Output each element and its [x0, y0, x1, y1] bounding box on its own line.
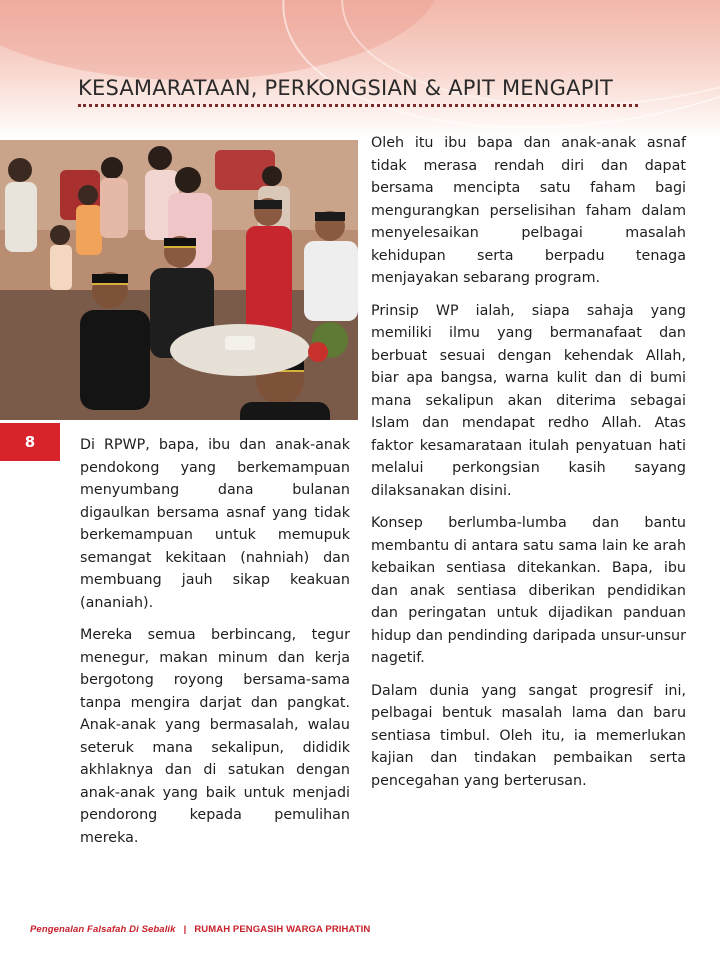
right-column: [371, 132, 686, 802]
page-title: KESAMARATAAN, PERKONGSIAN & APIT MENGAPIT: [78, 76, 613, 100]
page-number: 8: [0, 423, 60, 461]
footer: [30, 924, 370, 935]
group-photo-icon: [0, 140, 358, 420]
paragraph: Oleh itu ibu bapa dan anak-anak asnaf tidak merasa rendah diri dan dapat bersama mencipta satu faham bagi mengurangkan perselisihan faham dalam menyelesaikan pelbagai masalah kehidupan serta berpadu tenaga menjayakan sebarang program.: [371, 135, 686, 286]
paragraph: Konsep berlumba-lumba dan bantu membantu di antara satu sama lain ke arah kebaikan sentiasa ditekankan. Bapa, ibu dan anak sentiasa diberikan pendidikan dan peringatan untuk dijadikan panduan hidup dan pendinding daripada unsur-unsur nagetif.: [371, 515, 686, 666]
paragraph: Prinsip WP ialah, siapa sahaja yang memiliki ilmu yang bermanafaat dan berbuat sesuai dengan kehendak Allah, biar apa bangsa, warna kulit dan di bumi mana sekalipun akan diterima sebagai Islam dan mendapat redho Allah. Atas faktor kesamarataan itulah penyatuan hati melalui perkongsian kasih sayang dilaksanakan disini.: [371, 302, 686, 499]
group-photo: [0, 140, 358, 420]
paragraph: Di RPWP, bapa, ibu dan anak-anak pendokong yang berkemampuan menyumbang dana bulanan digaulkan bersama asnaf yang tidak berkemampuan untuk memupuk semangat kekitaan (nahniah) dan membuang jauh sikap keakuan (ananiah).: [80, 437, 350, 611]
paragraph: Dalam dunia yang sangat progresif ini, pelbagai bentuk masalah lama dan baru sentiasa timbul. Oleh itu, ia memerlukan kajian dan tindakan pembaikan serta pencegahan yang berterusan.: [371, 682, 686, 789]
left-column: [80, 434, 350, 859]
footer-right-text: RUMAH PENGASIH WARGA PRIHATIN: [194, 924, 371, 935]
header-band: [0, 0, 720, 140]
footer-separator: |: [183, 924, 187, 935]
title-divider: [78, 104, 638, 107]
paragraph: Mereka semua berbincang, tegur menegur, makan minum dan kerja bergotong royong bersama-sama tanpa mengira darjat dan pangkat. Anak-anak yang bermasalah, walau seteruk mana sekalipun, dididik akhlaknya dan di satukan dengan anak-anak yang baik untuk menjadi pendorong kepada pemulihan mereka.: [80, 627, 350, 846]
footer-left-text: Pengenalan Falsafah Di Sebalik: [30, 924, 176, 935]
